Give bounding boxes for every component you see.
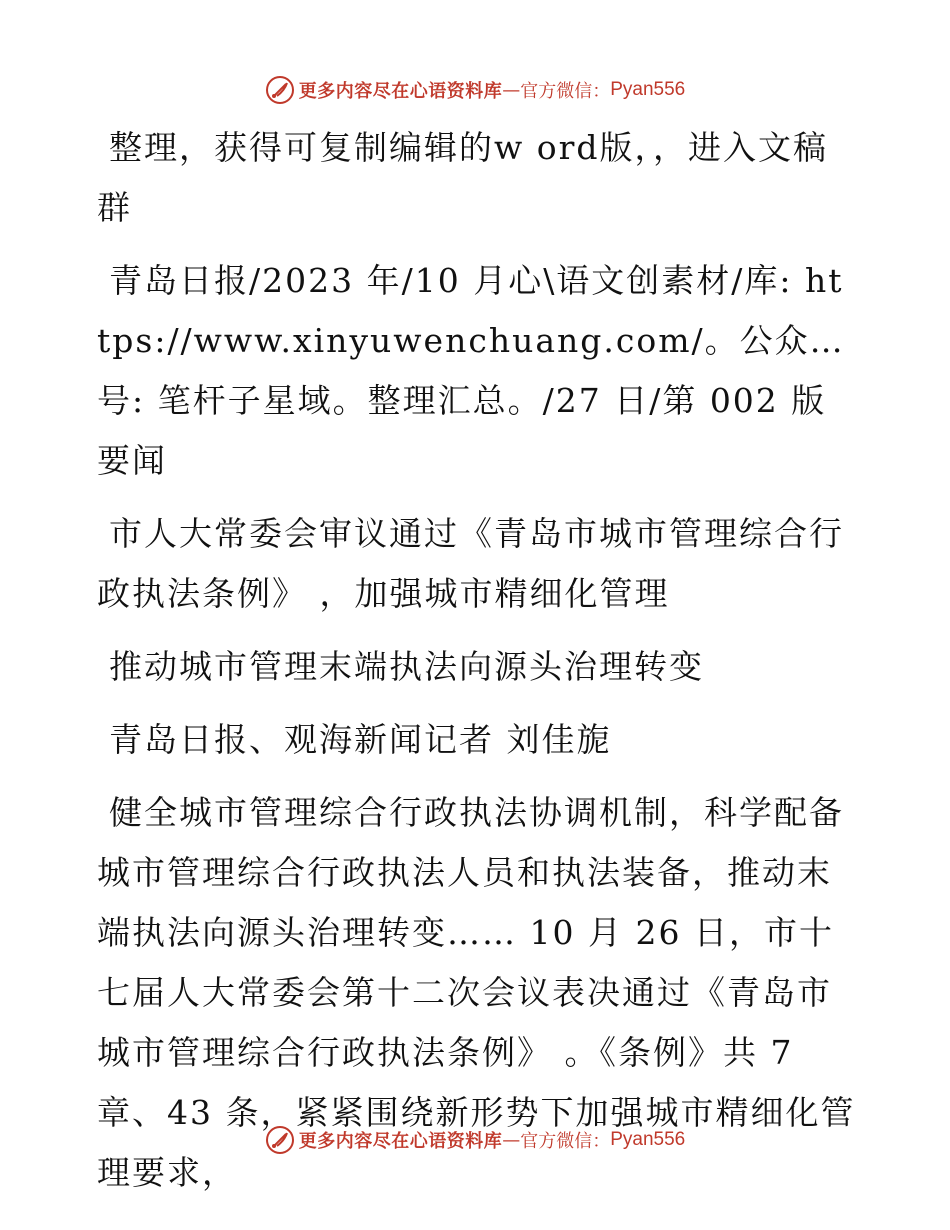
watermark-brand: 更多内容尽在心语资料库 xyxy=(298,81,503,102)
watermark-wechat-label: 官方微信： xyxy=(520,1131,611,1152)
byline: 青岛日报、观海新闻记者 刘佳旎 xyxy=(109,720,612,759)
watermark-wechat-id: Pyan556 xyxy=(610,1129,686,1150)
feather-pen-logo-icon xyxy=(265,75,295,105)
subheadline: 推动城市管理末端执法向源头治理转变 xyxy=(109,647,704,686)
document-body xyxy=(97,118,857,1216)
watermark-wechat-id: Pyan556 xyxy=(610,79,686,100)
watermark-wechat-label: 官方微信： xyxy=(520,81,611,102)
footer-watermark xyxy=(0,1120,950,1160)
header-watermark xyxy=(0,70,950,110)
body-paragraph: 健全城市管理综合行政执法协调机制，科学配备城市管理综合行政执法人员和执法装备，推动末端执法向源头治理转变…… 10 月 26 日，市十七届人大常委会第十二次会议表决通过《青岛市城市管理综合行政执法条例》 。《条例》共 7 章、43 条，紧紧围绕新形势下加强城市精细化管理要求， xyxy=(97,793,856,1192)
watermark-separator: — xyxy=(502,79,521,101)
headline: 市人大常委会审议通过《青岛市城市管理综合行政执法条例》 ，加强城市精细化管理 xyxy=(97,514,844,613)
source-paragraph: 青岛日报/2023 年/10 月心\语文创素材/库: https://www.xinyuwenchuang.com/。公众…号: 笔杆子星域。整理汇总。/27 日/第 002 版要闻 xyxy=(97,261,845,480)
watermark-brand: 更多内容尽在心语资料库 xyxy=(298,1131,503,1152)
intro-paragraph: 整理，获得可复制编辑的w ord版，，进入文稿群 xyxy=(97,128,829,227)
watermark-separator: — xyxy=(502,1129,521,1151)
feather-pen-logo-icon xyxy=(265,1125,295,1155)
